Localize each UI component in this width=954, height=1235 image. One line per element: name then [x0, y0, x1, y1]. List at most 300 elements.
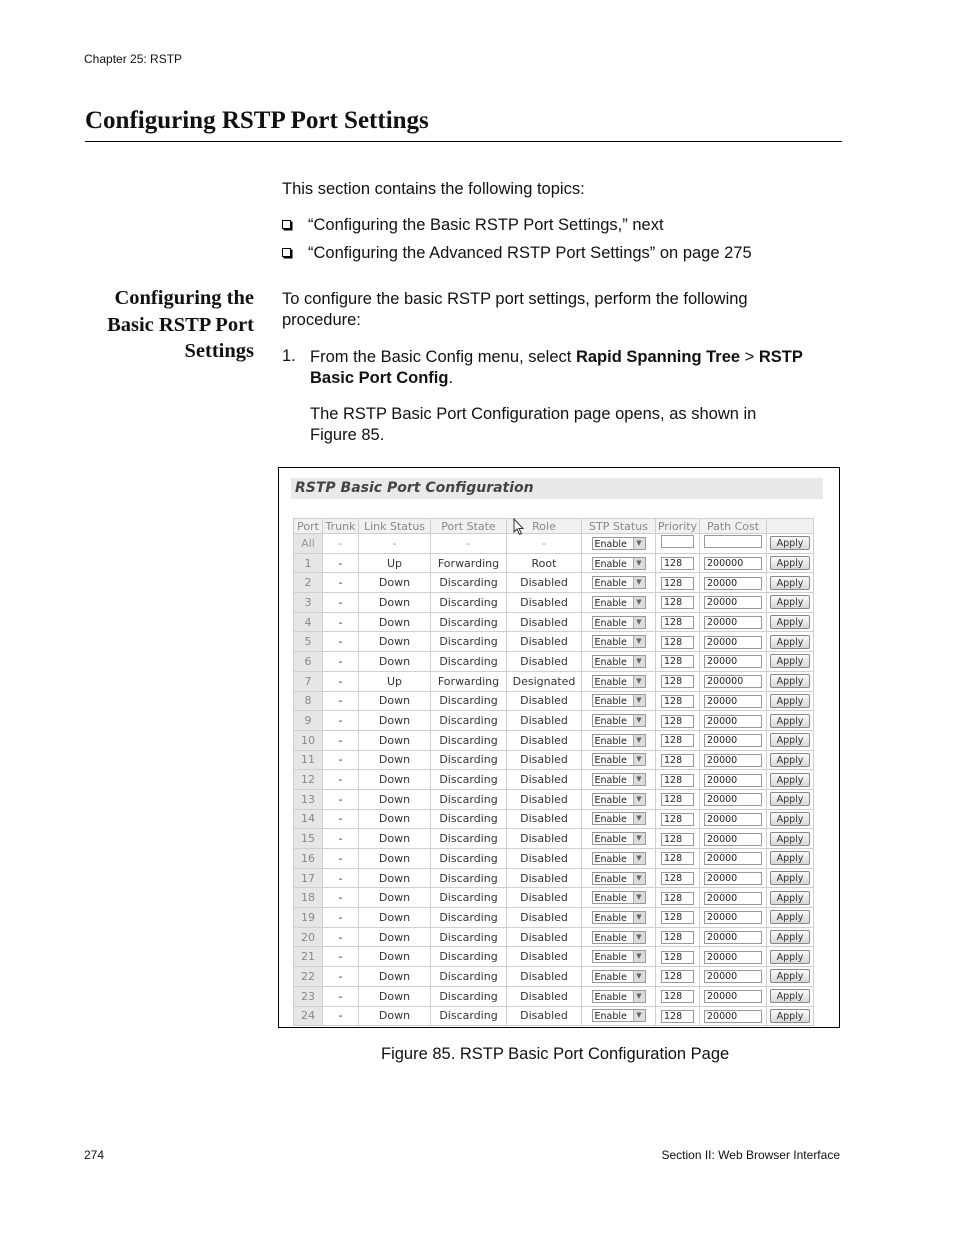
chevron-down-icon: ▼ [633, 617, 645, 628]
path-cost-input[interactable]: 20000 [704, 852, 762, 865]
figure-caption: Figure 85. RSTP Basic Port Configuration Page [381, 1045, 730, 1063]
apply-cell [767, 908, 814, 928]
path-cost-input[interactable]: 20000 [704, 911, 762, 924]
path-cost-cell [700, 593, 767, 613]
priority-input[interactable]: 128 [661, 911, 694, 924]
link-status-cell: Down [359, 750, 431, 770]
path-cost-input[interactable]: 20000 [704, 793, 762, 806]
path-cost-input[interactable]: 20000 [704, 695, 762, 708]
stp-status-select[interactable] [592, 990, 646, 1003]
trunk-cell: - [323, 534, 359, 554]
path-cost-cell [700, 671, 767, 691]
stp-status-value: Enable [594, 676, 627, 688]
stp-status-select[interactable] [592, 694, 646, 707]
path-cost-input[interactable]: 20000 [704, 754, 762, 767]
stp-status-select[interactable] [592, 950, 646, 963]
stp-status-select[interactable] [592, 891, 646, 904]
menu-path-rapid-spanning-tree: Rapid Spanning Tree [575, 348, 741, 366]
stp-status-value: Enable [594, 755, 627, 767]
trunk-cell: - [323, 927, 359, 947]
table-row-all [294, 534, 814, 554]
stp-status-value: Enable [594, 893, 627, 905]
port-state-cell: Discarding [431, 829, 507, 849]
path-cost-cell [700, 947, 767, 967]
column-header: Path Cost [700, 519, 767, 534]
stp-status-value: Enable [594, 952, 627, 964]
apply-cell [767, 829, 814, 849]
subsection-title-line: Settings [184, 340, 254, 362]
path-cost-input[interactable] [704, 535, 762, 548]
path-cost-cell [700, 868, 767, 888]
port-cell: 22 [294, 967, 323, 987]
table-row [294, 553, 814, 573]
port-state-cell: Discarding [431, 750, 507, 770]
table-row [294, 849, 814, 869]
chevron-down-icon: ▼ [633, 656, 645, 667]
stp-status-value: Enable [594, 696, 627, 708]
role-cell: Disabled [507, 711, 582, 731]
stp-status-select[interactable] [592, 832, 646, 845]
apply-cell [767, 888, 814, 908]
path-cost-input[interactable]: 20000 [704, 970, 762, 983]
port-cell: 2 [294, 573, 323, 593]
apply-button[interactable]: Apply [770, 950, 810, 964]
column-header: Port State [431, 519, 507, 534]
table-row [294, 652, 814, 672]
trunk-cell: - [323, 967, 359, 987]
topic-item [282, 216, 664, 235]
port-state-cell: Discarding [431, 809, 507, 829]
stp-status-value: Enable [594, 794, 627, 806]
path-cost-cell [700, 789, 767, 809]
trunk-cell: - [323, 750, 359, 770]
stp-status-value: Enable [594, 656, 627, 668]
stp-status-cell [582, 789, 656, 809]
priority-input[interactable]: 128 [661, 931, 694, 944]
footer-section: Section II: Web Browser Interface [661, 1148, 840, 1162]
port-cell: 13 [294, 789, 323, 809]
stp-status-select[interactable] [592, 812, 646, 825]
path-cost-input[interactable]: 20000 [704, 990, 762, 1003]
table-row [294, 593, 814, 613]
path-cost-input[interactable]: 20000 [704, 577, 762, 590]
stp-status-value: Enable [594, 912, 627, 924]
priority-cell [656, 947, 700, 967]
port-state-cell: Discarding [431, 770, 507, 790]
running-header: Chapter 25: RSTP [84, 52, 183, 66]
apply-button[interactable]: Apply [770, 851, 810, 865]
apply-button[interactable]: Apply [770, 714, 810, 728]
path-cost-cell [700, 632, 767, 652]
apply-button[interactable]: Apply [770, 615, 810, 629]
stp-status-select[interactable] [592, 872, 646, 885]
link-status-cell: - [359, 534, 431, 554]
chevron-down-icon: ▼ [633, 833, 645, 844]
stp-status-select[interactable] [592, 1009, 646, 1022]
section-title: Configuring RSTP Port Settings [85, 107, 842, 142]
chevron-down-icon: ▼ [633, 912, 645, 923]
link-status-cell: Down [359, 908, 431, 928]
stp-status-select[interactable] [592, 753, 646, 766]
table-row [294, 908, 814, 928]
intro-text: This section contains the following topics: [282, 180, 585, 198]
priority-input[interactable]: 128 [661, 872, 694, 885]
chevron-down-icon: ▼ [633, 951, 645, 962]
stp-status-select[interactable] [592, 714, 646, 727]
stp-status-value: Enable [594, 873, 627, 885]
path-cost-cell [700, 967, 767, 987]
priority-cell [656, 789, 700, 809]
stp-status-cell [582, 711, 656, 731]
apply-button[interactable]: Apply [770, 654, 810, 668]
path-cost-cell [700, 612, 767, 632]
priority-cell [656, 573, 700, 593]
priority-input[interactable]: 128 [661, 675, 694, 688]
stp-status-cell [582, 553, 656, 573]
priority-cell [656, 809, 700, 829]
priority-input[interactable]: 128 [661, 852, 694, 865]
stp-status-value: Enable [594, 735, 627, 747]
role-cell: Disabled [507, 652, 582, 672]
bullet-box-icon [282, 220, 291, 229]
stp-status-value: Enable [594, 1011, 627, 1023]
port-state-cell: Discarding [431, 632, 507, 652]
rstp-port-table [293, 518, 814, 1026]
trunk-cell: - [323, 986, 359, 1006]
path-cost-input[interactable]: 20000 [704, 813, 762, 826]
priority-input[interactable] [661, 535, 694, 548]
chevron-down-icon: ▼ [633, 636, 645, 647]
column-header: STP Status [582, 519, 656, 534]
apply-cell [767, 711, 814, 731]
priority-input[interactable]: 128 [661, 734, 694, 747]
link-status-cell: Down [359, 829, 431, 849]
role-cell: - [507, 534, 582, 554]
link-status-cell: Down [359, 691, 431, 711]
priority-input[interactable]: 128 [661, 833, 694, 846]
apply-cell [767, 986, 814, 1006]
apply-cell [767, 770, 814, 790]
apply-button[interactable]: Apply [770, 674, 810, 688]
stp-status-cell [582, 750, 656, 770]
role-cell: Disabled [507, 593, 582, 613]
trunk-cell: - [323, 1006, 359, 1026]
stp-status-select[interactable] [592, 852, 646, 865]
port-cell: 8 [294, 691, 323, 711]
step-text [310, 347, 803, 389]
priority-input[interactable]: 128 [661, 616, 694, 629]
apply-cell [767, 730, 814, 750]
port-state-cell: Discarding [431, 593, 507, 613]
topic-link[interactable]: “Configuring the Advanced RSTP Port Settings” on page 275 [308, 244, 752, 262]
chevron-down-icon: ▼ [633, 932, 645, 943]
role-cell: Disabled [507, 927, 582, 947]
apply-button[interactable]: Apply [770, 792, 810, 806]
stp-status-select[interactable] [592, 596, 646, 609]
table-row [294, 691, 814, 711]
port-cell: 16 [294, 849, 323, 869]
port-state-cell: Discarding [431, 967, 507, 987]
apply-button[interactable]: Apply [770, 891, 810, 905]
stp-status-value: Enable [594, 853, 627, 865]
path-cost-input[interactable]: 20000 [704, 774, 762, 787]
path-cost-input[interactable]: 20000 [704, 833, 762, 846]
priority-cell [656, 593, 700, 613]
priority-input[interactable]: 128 [661, 557, 694, 570]
role-cell: Designated [507, 671, 582, 691]
chevron-down-icon: ▼ [633, 971, 645, 982]
apply-button[interactable]: Apply [770, 969, 810, 983]
topic-link[interactable]: “Configuring the Basic RSTP Port Settings,” next [308, 216, 664, 234]
apply-button[interactable]: Apply [770, 930, 810, 944]
trunk-cell: - [323, 789, 359, 809]
stp-status-select[interactable] [592, 635, 646, 648]
priority-input[interactable]: 128 [661, 970, 694, 983]
path-cost-cell [700, 809, 767, 829]
link-status-cell: Down [359, 888, 431, 908]
port-cell: 14 [294, 809, 323, 829]
apply-cell [767, 750, 814, 770]
priority-input[interactable]: 128 [661, 655, 694, 668]
stp-status-value: Enable [594, 538, 627, 550]
port-cell: 4 [294, 612, 323, 632]
apply-cell [767, 691, 814, 711]
priority-input[interactable]: 128 [661, 1010, 694, 1023]
trunk-cell: - [323, 612, 359, 632]
apply-button[interactable]: Apply [770, 812, 810, 826]
path-cost-input[interactable]: 20000 [704, 1010, 762, 1023]
stp-status-cell [582, 691, 656, 711]
stp-status-select[interactable] [592, 655, 646, 668]
link-status-cell: Down [359, 612, 431, 632]
priority-input[interactable]: 128 [661, 990, 694, 1003]
apply-button[interactable]: Apply [770, 753, 810, 767]
apply-button[interactable]: Apply [770, 635, 810, 649]
trunk-cell: - [323, 730, 359, 750]
apply-button[interactable]: Apply [770, 910, 810, 924]
port-state-cell: Forwarding [431, 671, 507, 691]
path-cost-cell [700, 1006, 767, 1026]
stp-status-select[interactable] [592, 576, 646, 589]
stp-status-cell [582, 888, 656, 908]
table-row [294, 927, 814, 947]
trunk-cell: - [323, 593, 359, 613]
port-cell: 19 [294, 908, 323, 928]
apply-cell [767, 632, 814, 652]
priority-input[interactable]: 128 [661, 596, 694, 609]
apply-cell [767, 1006, 814, 1026]
port-cell: 17 [294, 868, 323, 888]
table-row [294, 671, 814, 691]
table-row [294, 711, 814, 731]
link-status-cell: Down [359, 593, 431, 613]
priority-input[interactable]: 128 [661, 793, 694, 806]
port-cell: 20 [294, 927, 323, 947]
stp-status-select[interactable] [592, 793, 646, 806]
stp-status-cell [582, 652, 656, 672]
trunk-cell: - [323, 553, 359, 573]
priority-cell [656, 908, 700, 928]
priority-input[interactable]: 128 [661, 636, 694, 649]
table-row [294, 632, 814, 652]
role-cell: Disabled [507, 967, 582, 987]
apply-button[interactable]: Apply [770, 989, 810, 1003]
port-cell: 15 [294, 829, 323, 849]
stp-status-select[interactable] [592, 537, 646, 550]
priority-cell [656, 671, 700, 691]
apply-button[interactable]: Apply [770, 832, 810, 846]
path-cost-cell [700, 534, 767, 554]
path-cost-input[interactable]: 20000 [704, 596, 762, 609]
trunk-cell: - [323, 849, 359, 869]
priority-input[interactable]: 128 [661, 577, 694, 590]
stp-status-cell [582, 534, 656, 554]
chevron-down-icon: ▼ [633, 754, 645, 765]
link-status-cell: Down [359, 967, 431, 987]
port-state-cell: Discarding [431, 849, 507, 869]
apply-cell [767, 967, 814, 987]
chevron-down-icon: ▼ [633, 558, 645, 569]
path-cost-input[interactable]: 20000 [704, 951, 762, 964]
priority-input[interactable]: 128 [661, 774, 694, 787]
table-row [294, 888, 814, 908]
port-cell: 6 [294, 652, 323, 672]
table-header-row [294, 519, 814, 534]
stp-status-cell [582, 868, 656, 888]
path-cost-input[interactable]: 20000 [704, 734, 762, 747]
apply-button[interactable]: Apply [770, 871, 810, 885]
stp-status-select[interactable] [592, 931, 646, 944]
path-cost-cell [700, 750, 767, 770]
table-row [294, 573, 814, 593]
port-cell: 3 [294, 593, 323, 613]
stp-status-cell [582, 632, 656, 652]
column-header: Priority [656, 519, 700, 534]
subsection-title-line: Basic RSTP Port [107, 313, 254, 336]
stp-status-cell [582, 593, 656, 613]
path-cost-input[interactable]: 20000 [704, 616, 762, 629]
apply-button[interactable]: Apply [770, 733, 810, 747]
chevron-down-icon: ▼ [633, 774, 645, 785]
path-cost-input[interactable]: 20000 [704, 872, 762, 885]
link-status-cell: Down [359, 632, 431, 652]
path-cost-cell [700, 849, 767, 869]
trunk-cell: - [323, 947, 359, 967]
chevron-down-icon: ▼ [633, 577, 645, 588]
stp-status-select[interactable] [592, 675, 646, 688]
table-row [294, 770, 814, 790]
apply-cell [767, 652, 814, 672]
apply-button[interactable]: Apply [770, 536, 810, 550]
priority-cell [656, 849, 700, 869]
chevron-down-icon: ▼ [633, 597, 645, 608]
trunk-cell: - [323, 632, 359, 652]
priority-cell [656, 750, 700, 770]
stp-status-select[interactable] [592, 911, 646, 924]
link-status-cell: Down [359, 868, 431, 888]
chevron-down-icon: ▼ [633, 853, 645, 864]
priority-input[interactable]: 128 [661, 892, 694, 905]
stp-status-value: Enable [594, 775, 627, 787]
role-cell: Root [507, 553, 582, 573]
path-cost-input[interactable]: 20000 [704, 931, 762, 944]
path-cost-cell [700, 553, 767, 573]
priority-input[interactable]: 128 [661, 951, 694, 964]
port-cell: 1 [294, 553, 323, 573]
apply-button[interactable]: Apply [770, 556, 810, 570]
priority-cell [656, 927, 700, 947]
apply-button[interactable]: Apply [770, 773, 810, 787]
stp-status-select[interactable] [592, 734, 646, 747]
apply-cell [767, 789, 814, 809]
column-header: Trunk [323, 519, 359, 534]
role-cell: Disabled [507, 789, 582, 809]
stp-status-cell [582, 770, 656, 790]
apply-cell [767, 868, 814, 888]
apply-button[interactable]: Apply [770, 576, 810, 590]
path-cost-cell [700, 908, 767, 928]
trunk-cell: - [323, 829, 359, 849]
apply-button[interactable]: Apply [770, 694, 810, 708]
stp-status-select[interactable] [592, 616, 646, 629]
port-cell: 9 [294, 711, 323, 731]
priority-input[interactable]: 128 [661, 715, 694, 728]
path-cost-input[interactable]: 20000 [704, 636, 762, 649]
stp-status-value: Enable [594, 617, 627, 629]
stp-status-value: Enable [594, 814, 627, 826]
priority-cell [656, 534, 700, 554]
port-state-cell: Discarding [431, 927, 507, 947]
path-cost-input[interactable]: 20000 [704, 715, 762, 728]
path-cost-cell [700, 730, 767, 750]
priority-input[interactable]: 128 [661, 695, 694, 708]
port-state-cell: Discarding [431, 573, 507, 593]
mouse-cursor-icon [513, 518, 525, 536]
trunk-cell: - [323, 671, 359, 691]
stp-status-select[interactable] [592, 557, 646, 570]
chevron-down-icon: ▼ [633, 991, 645, 1002]
stp-status-cell [582, 1006, 656, 1026]
stp-status-value: Enable [594, 971, 627, 983]
port-state-cell: Discarding [431, 691, 507, 711]
stp-status-value: Enable [594, 637, 627, 649]
stp-status-select[interactable] [592, 970, 646, 983]
link-status-cell: Down [359, 730, 431, 750]
port-state-cell: - [431, 534, 507, 554]
port-state-cell: Discarding [431, 908, 507, 928]
step-number: 1. [282, 347, 296, 365]
stp-status-cell [582, 829, 656, 849]
stp-status-select[interactable] [592, 773, 646, 786]
port-cell: 18 [294, 888, 323, 908]
priority-input[interactable]: 128 [661, 754, 694, 767]
path-cost-input[interactable]: 200000 [704, 557, 762, 570]
path-cost-input[interactable]: 20000 [704, 655, 762, 668]
trunk-cell: - [323, 691, 359, 711]
apply-button[interactable]: Apply [770, 1009, 810, 1023]
priority-input[interactable]: 128 [661, 813, 694, 826]
table-row [294, 789, 814, 809]
table-row [294, 612, 814, 632]
stp-status-value: Enable [594, 991, 627, 1003]
stp-status-cell [582, 612, 656, 632]
path-cost-input[interactable]: 20000 [704, 892, 762, 905]
apply-button[interactable]: Apply [770, 595, 810, 609]
apply-cell [767, 534, 814, 554]
port-state-cell: Discarding [431, 868, 507, 888]
path-cost-input[interactable]: 200000 [704, 675, 762, 688]
path-cost-cell [700, 770, 767, 790]
